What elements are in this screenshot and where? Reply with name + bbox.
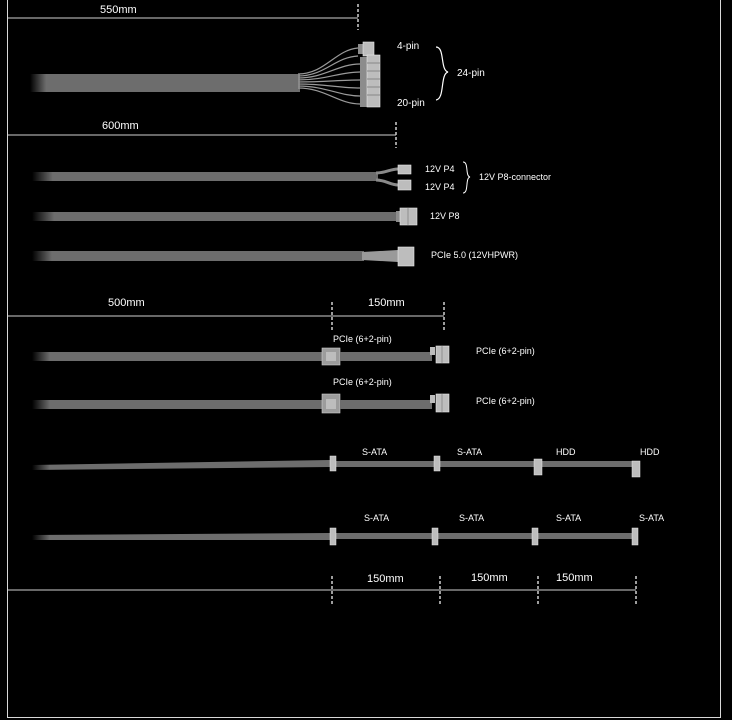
dim-label-150-pcie: 150mm [368, 297, 405, 309]
label-sata2-3: S-ATA [556, 513, 582, 523]
label-pcie-b-end: PCIe (6+2-pin) [476, 396, 535, 406]
label-sata2-4: S-ATA [639, 513, 665, 523]
label-sata1-2: S-ATA [457, 447, 483, 457]
dim-label-sata-3: 150mm [556, 572, 593, 584]
label-pcie-b-mid: PCIe (6+2-pin) [333, 377, 392, 387]
label-pcie5: PCIe 5.0 (12VHPWR) [431, 250, 519, 260]
label-p4-top: 12V P4 [425, 164, 455, 174]
label-sata2-1: S-ATA [364, 513, 390, 523]
label-p8-connector: 12V P8-connector [479, 172, 552, 182]
label-sata1-1: S-ATA [362, 447, 388, 457]
pcie5-cable [32, 247, 518, 266]
eps-p8-cable [32, 208, 460, 225]
atx-24pin-cable [30, 41, 485, 109]
brace-24pin [436, 47, 448, 100]
label-sata1-3: HDD [556, 447, 576, 457]
brace-p8 [463, 162, 470, 193]
label-p4-bottom: 12V P4 [425, 182, 455, 192]
label-sata1-4: HDD [640, 447, 660, 457]
dim-label-sata-1: 150mm [367, 573, 404, 585]
pcie-cable-a [32, 334, 535, 365]
sata-cable-2 [32, 513, 664, 545]
dimension-pcie [8, 297, 444, 330]
dimension-600 [8, 120, 396, 148]
label-4-pin: 4-pin [397, 41, 420, 52]
dim-label-550: 550mm [100, 4, 137, 16]
sata-cable-1 [32, 447, 660, 477]
dim-label-sata-2: 150mm [471, 572, 508, 584]
dimension-sata [8, 572, 636, 604]
pcie-cable-b [32, 377, 535, 413]
label-20-pin: 20-pin [397, 98, 425, 109]
label-pcie-a-end: PCIe (6+2-pin) [476, 346, 535, 356]
dim-label-600: 600mm [102, 120, 139, 132]
dim-label-500: 500mm [108, 297, 145, 309]
eps-p4-cable [32, 162, 551, 193]
label-24-pin: 24-pin [457, 68, 485, 79]
label-sata2-2: S-ATA [459, 513, 485, 523]
dimension-550 [8, 4, 358, 30]
label-p8: 12V P8 [430, 211, 460, 221]
label-pcie-a-mid: PCIe (6+2-pin) [333, 334, 392, 344]
